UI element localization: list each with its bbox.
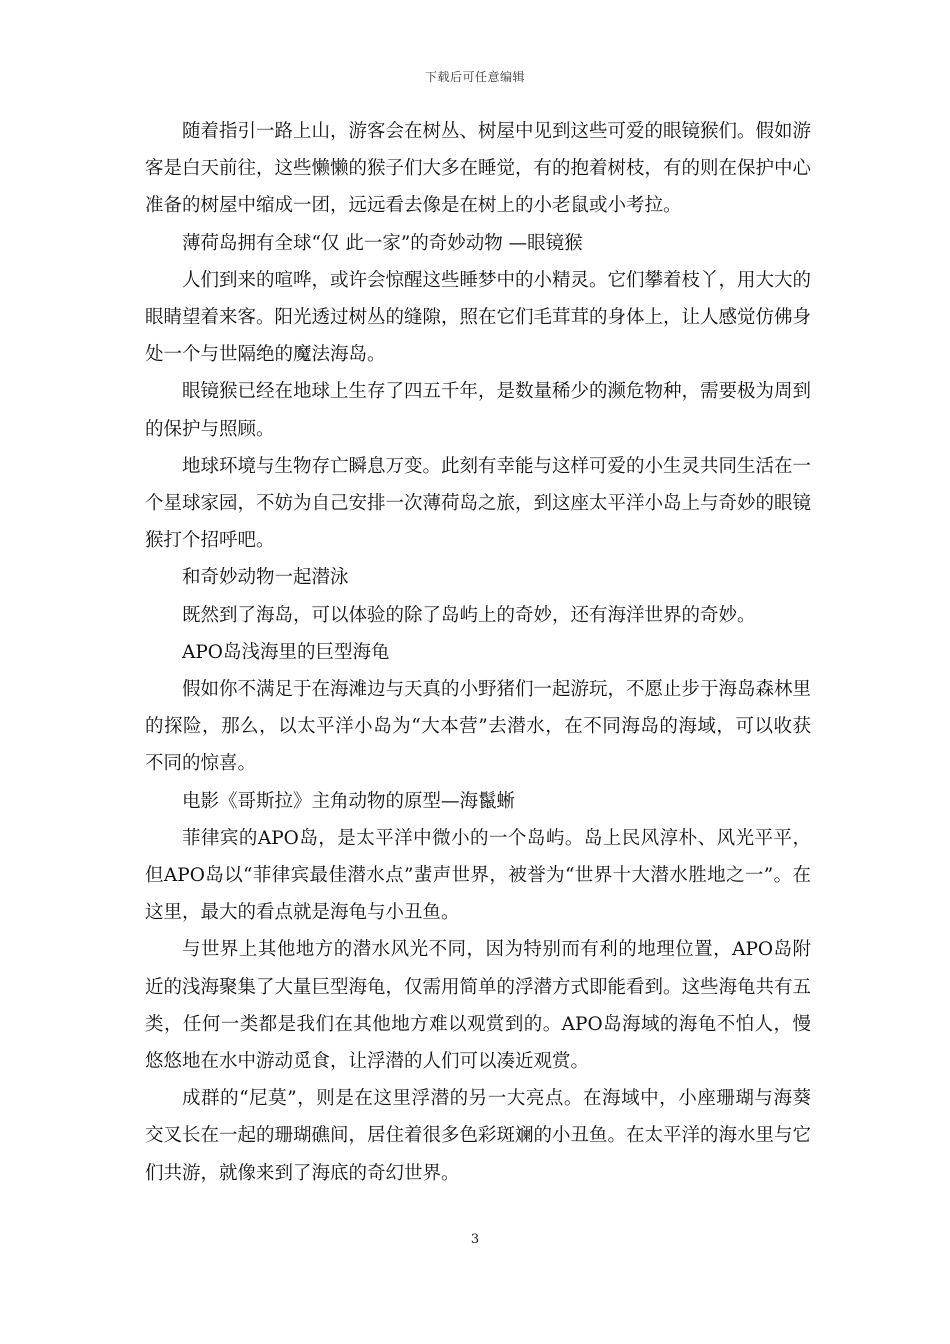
paragraph: 与世界上其他地方的潜水风光不同，因为特别而有利的地理位置，APO岛附近的浅海聚集了大量巨型海龟，仅需用简单的浮潜方式即能看到。这些海龟共有五类，任何一类都是我们在其他地方难以观赏到的。APO岛海域的海龟不怕人，慢悠悠地在水中游动觅食，让浮潜的人们可以凑近观赏。 [145,939,812,1073]
subheading: 和奇妙动物一起潜泳 [182,567,349,589]
subheading: 薄荷岛拥有全球“仅 此一家”的奇妙动物 —眼镜猴 [182,232,583,254]
paragraph: 成群的“尼莫”，则是在这里浮潜的另一大亮点。在海域中，小座珊瑚与海葵交叉长在一起的珊瑚礁间，居住着很多色彩斑斓的小丑鱼。在太平洋的海水里与它们共游，就像来到了海底的奇幻世界。 [145,1088,812,1184]
page-number: 3 [470,1232,480,1247]
paragraph: 随着指引一路上山，游客会在树丛、树屋中见到这些可爱的眼镜猴们。假如游客是白天前往，这些懒懒的猴子们大多在睡觉，有的抱着树枝，有的则在保护中心准备的树屋中缩成一团，远远看去像是在树上的小老鼠或小考拉。 [145,121,812,217]
paragraph: 既然到了海岛，可以体验的除了岛屿上的奇妙，还有海洋世界的奇妙。 [182,604,756,626]
paragraph: 人们到来的喧哗，或许会惊醒这些睡梦中的小精灵。它们攀着枝丫，用大大的眼睛望着来客。阳光透过树丛的缝隙，照在它们毛茸茸的身体上，让人感觉仿佛身处一个与世隔绝的魔法海岛。 [145,269,812,366]
paragraph: 眼镜猴已经在地球上生存了四五千年，是数量稀少的濒危物种，需要极为周到的保护与照顾。 [145,381,812,440]
paragraph: 假如你不满足于在海滩边与天真的小野猪们一起游玩，不愿止步于海岛森林里的探险，那么，以太平洋小岛为“大本营”去潜水，在不同海岛的海域，可以收获不同的惊喜。 [145,679,812,775]
subheading: APO岛浅海里的巨型海龟 [182,641,390,663]
body-text [145,113,811,1192]
paragraph: 菲律宾的APO岛，是太平洋中微小的一个岛屿。岛上民风淳朴、风光平平，但APO岛以“菲律宾最佳潜水点”蜚声世界，被誉为“世界十大潜水胜地之一”。在这里，最大的看点就是海龟与小丑鱼。 [145,827,811,924]
page-header-note: 下载后可任意编辑 [424,70,525,84]
subheading: 电影《哥斯拉》主角动物的原型—海鬣蜥 [182,790,516,812]
paragraph: 地球环境与生物存亡瞬息万变。此刻有幸能与这样可爱的小生灵共同生活在一个星球家园，不妨为自己安排一次薄荷岛之旅，到这座太平洋小岛上与奇妙的眼镜猴打个招呼吧。 [145,455,812,552]
